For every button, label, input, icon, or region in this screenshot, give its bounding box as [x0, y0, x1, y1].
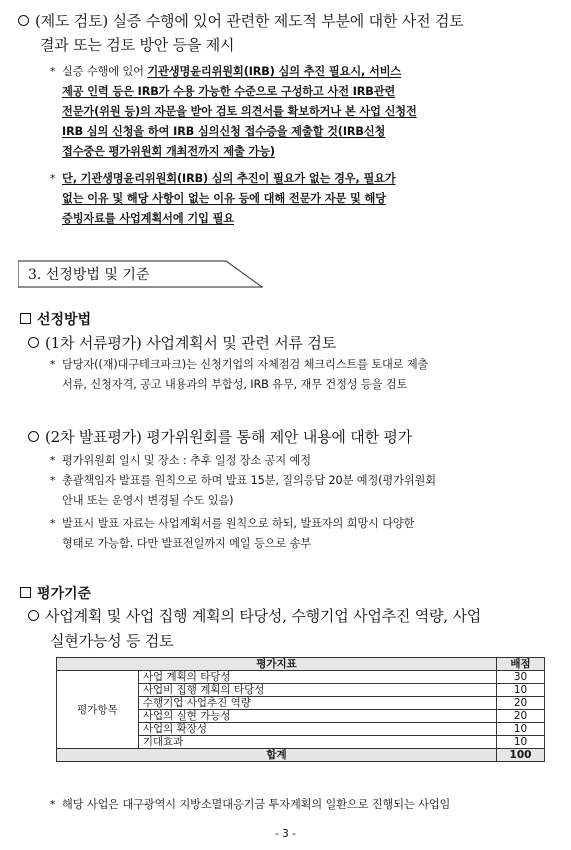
review-heading-cont: 결과 또는 검토 방안 등을 제시: [40, 36, 235, 54]
row-name: 사업의 실현 가능성: [138, 710, 496, 723]
stage1-title: (1차 서류평가) 사업계획서 및 관련 서류 검토: [28, 332, 336, 355]
row-score: 20: [497, 710, 545, 723]
row-score: 20: [497, 697, 545, 710]
review-bullet-1: * 실증 수행에 있어 기관생명윤리위원회(IRB) 심의 추진 필요시, 서비스: [50, 65, 402, 78]
criteria-note: * 해당 사업은 대구광역시 지방소멸대응기금 투자계획의 일환으로 진행되는 사업임: [50, 798, 451, 811]
stage2-bullet-1: * 평가위원회 일시 및 장소 : 추후 일정 장소 공지 예정: [50, 454, 311, 467]
review-bullet-2-line3: 증빙자료를 사업계획서에 기입 필요: [62, 212, 234, 225]
row-score: 10: [497, 684, 545, 697]
method-heading: 선정방법: [20, 310, 91, 330]
criteria-heading: 평가기준: [20, 584, 91, 604]
stage2-bullet-3-line2: 형태로 가능함. 다만 발표전일까지 메일 등으로 송부: [62, 537, 312, 550]
section-title-box: [18, 260, 263, 288]
review-bullet-2-line2: 없는 이유 및 해당 사항이 없는 이유 등에 대해 전문가 자문 및 해당: [62, 192, 386, 205]
row-name: 기대효과: [138, 736, 496, 749]
review-bullet-1-line5: 접수중은 평가위원회 개최전까지 제출 가능): [62, 145, 275, 158]
stage1-bullet-line2: 서류, 신청자격, 공고 내용과의 부합성, IRB 유무, 재무 건정성 등을 검토: [62, 378, 408, 391]
circle-bullet-icon: [28, 431, 39, 442]
evaluation-table: [56, 657, 545, 762]
review-bullet-1-line3: 전문가(위원 등)의 자문을 받아 검토 의견서를 확보하거나 본 사업 신청전: [62, 105, 417, 118]
row-score: 10: [497, 736, 545, 749]
row-name: 수행기업 사업추진 역량: [138, 697, 496, 710]
circle-bullet-icon: [18, 15, 29, 26]
row-name: 사업비 집행 계획의 타당성: [138, 684, 496, 697]
row-score: 10: [497, 723, 545, 736]
circle-bullet-icon: [28, 610, 39, 621]
page-number: - 3 -: [275, 828, 296, 840]
row-name: 사업 계획의 타당성: [138, 671, 496, 684]
criteria-item-line2: 실현가능성 등 검토: [50, 632, 174, 650]
review-bullet-2: * 단, 기관생명윤리위원회(IRB) 심의 추진이 필요가 없는 경우, 필요가: [50, 172, 396, 185]
total-label: 합계: [57, 749, 497, 762]
table-header-row: [57, 658, 545, 671]
square-bullet-icon: [20, 313, 31, 324]
table-row: [57, 671, 545, 684]
header-indicator: 평가지표: [57, 658, 497, 671]
header-score: 배점: [497, 658, 545, 671]
total-score: 100: [497, 749, 545, 762]
circle-bullet-icon: [28, 337, 39, 348]
stage2-bullet-2-line2: 안내 또는 운영시 변경될 수도 있음): [62, 494, 234, 507]
group-label: 평가항목: [57, 671, 139, 749]
row-score: 30: [497, 671, 545, 684]
row-name: 사업의 확장성: [138, 723, 496, 736]
section-title: 3. 선정방법 및 기준: [28, 267, 150, 283]
stage2-bullet-3: * 발표시 발표 자료는 사업계획서를 원칙으로 하되, 발표자의 희망시 다양한: [50, 517, 415, 530]
table-total-row: [57, 749, 545, 762]
stage2-bullet-2: * 총괄책임자 발표를 원칙으로 하며 발표 15분, 질의응답 20분 예정(평가위원회: [50, 474, 436, 487]
review-bullet-1-line2: 제공 인력 등은 IRB가 수용 가능한 수준으로 구성하고 사전 IRB관련: [62, 85, 396, 98]
stage1-bullet: * 담당자((재)대구테크파크)는 신청기업의 자체점검 체크리스트를 토대로 제출: [50, 358, 429, 371]
stage2-title: (2차 발표평가) 평가위원회를 통해 제안 내용에 대한 평가: [28, 426, 412, 449]
review-heading: (제도 검토) 실증 수행에 있어 관련한 제도적 부분에 대한 사전 검토: [18, 10, 563, 33]
review-bullet-1-line4: IRB 심의 신청을 하여 IRB 심의신청 접수증을 제출할 것(IRB신청: [62, 125, 386, 138]
square-bullet-icon: [20, 587, 31, 598]
criteria-item: 사업계획 및 사업 집행 계획의 타당성, 수행기업 사업추진 역량, 사업: [28, 605, 563, 628]
